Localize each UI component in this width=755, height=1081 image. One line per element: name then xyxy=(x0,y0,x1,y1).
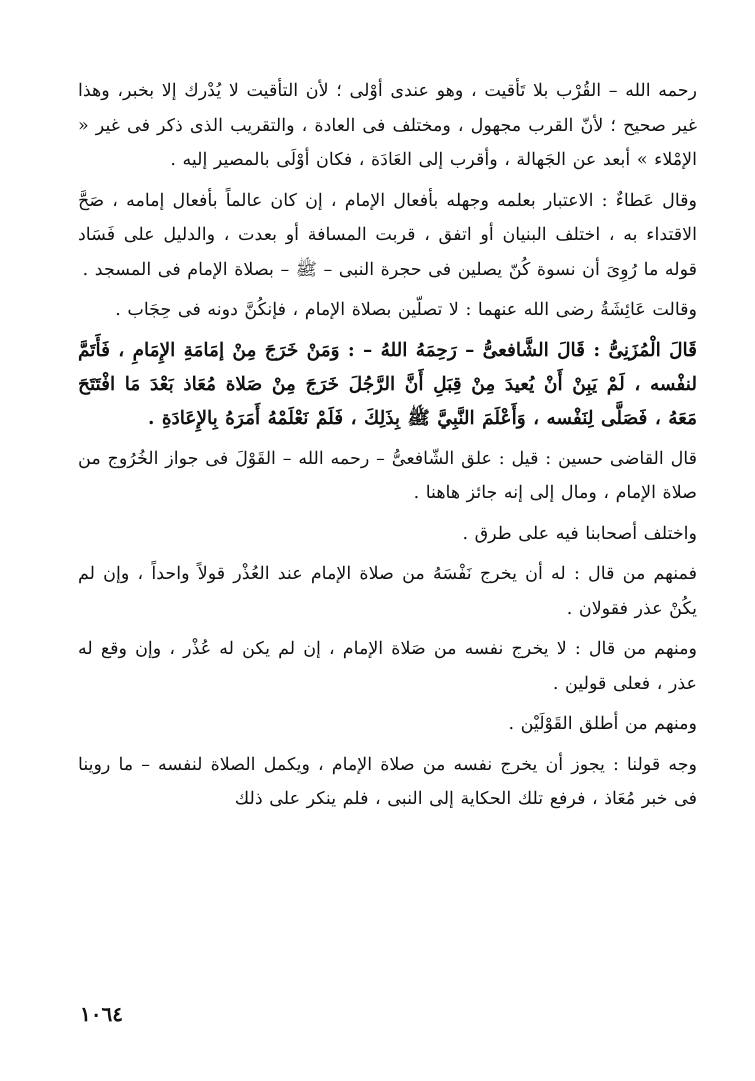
paragraph-5: قال القاضى حسين : قيل : علق الشّافعىُّ – رحمه الله – القَوْلَ فى جواز الخُرُوج من صلاة الإمام ، ومال إلى إنه جائز هاهنا . xyxy=(78,448,697,503)
paragraph-7: فمنهم من قال : له أن يخرج نَفْسَهُ من صلاة الإمام عند العُذْر قولاً واحداً ، وإن لم يكُنْ عذر فقولان . xyxy=(78,564,697,619)
paragraph-8: ومنهم من قال : لا يخرج نفسه من صَلاة الإمام ، إن لم يكن له عُذْر ، وإن وقع له عذر ، فعلى قولين . xyxy=(78,639,697,694)
paragraph-9: ومنهم من أطلق القَوْلَيْن . xyxy=(508,714,697,734)
paragraph-4-matn: قَالَ الْمُزَنِىُّ : قَالَ الشَّافعىُّ – رَحِمَهُ اللهُ – : وَمَنْ خَرَجَ مِنْ إمَامَةِ الإِمَامِ ، فَأَتَمَّ لنفْسه ، لَمْ يَبِنْ أَنْ يُعيدَ مِنْ قِبَلِ أَنَّ الرَّجُلَ خَرَجَ مِنْ صَلاة مُعَاذ بَعْدَ مَا افْتَتَحَ مَعَهُ ، فَصَلَّى لِنَفْسه ، وَأَعْلَمَ النَّبِيَّ ﷺ بِذَلِكَ ، فَلَمْ نَعْلَمْهُ أَمَرَهُ بِالإِعَادَةِ . xyxy=(78,339,697,429)
paragraph-2: وقال عَطاءٌ : الاعتبار بعلمه وجهله بأفعال الإمام ، إن كان عالماً بأفعال إمامه ، صَحَّ الاقتداء به ، اختلف البنيان أو اتفق ، قربت المسافة أو بعدت ، والدليل على فَسَاد قوله ما رُوِىَ أن نسوة كُنّ يصلين فى حجرة النبى – ﷺ – بصلاة الإمام فى المسجد . xyxy=(78,190,697,280)
page-number: ١٠٦٤ xyxy=(80,1002,123,1026)
paragraph-10: وجه قولنا : يجوز أن يخرج نفسه من صلاة الإمام ، ويكمل الصلاة لنفسه – ما روينا فى خبر مُعَاذ ، فرفع تلك الحكاية إلى النبى ، فلم ينكر على ذلك xyxy=(78,754,697,809)
paragraph-1: رحمه الله – القُرْب بلا تَأقيت ، وهو عندى أوْلى ؛ لأن التأقيت لا يُدْرك إلا بخبر، وهذا غير صحيح ؛ لأنّ القرب مجهول ، ومختلف فى العادة ، والتقريب الذى ذكر فى غير « الإمْلاء » أبعد عن الجَهالة ، وأقرب إلى العَادَة ، فكان أوْلَى بالمصير إليه . xyxy=(78,81,697,170)
paragraph-6: واختلف أصحابنا فيه على طرق . xyxy=(462,523,697,544)
paragraph-3: وقالت عَائِشَةُ رضى الله عنهما : لا تصلّين بصلاة الإمام ، فإنكُنَّ دونه فى حِجَاب . xyxy=(115,300,697,320)
